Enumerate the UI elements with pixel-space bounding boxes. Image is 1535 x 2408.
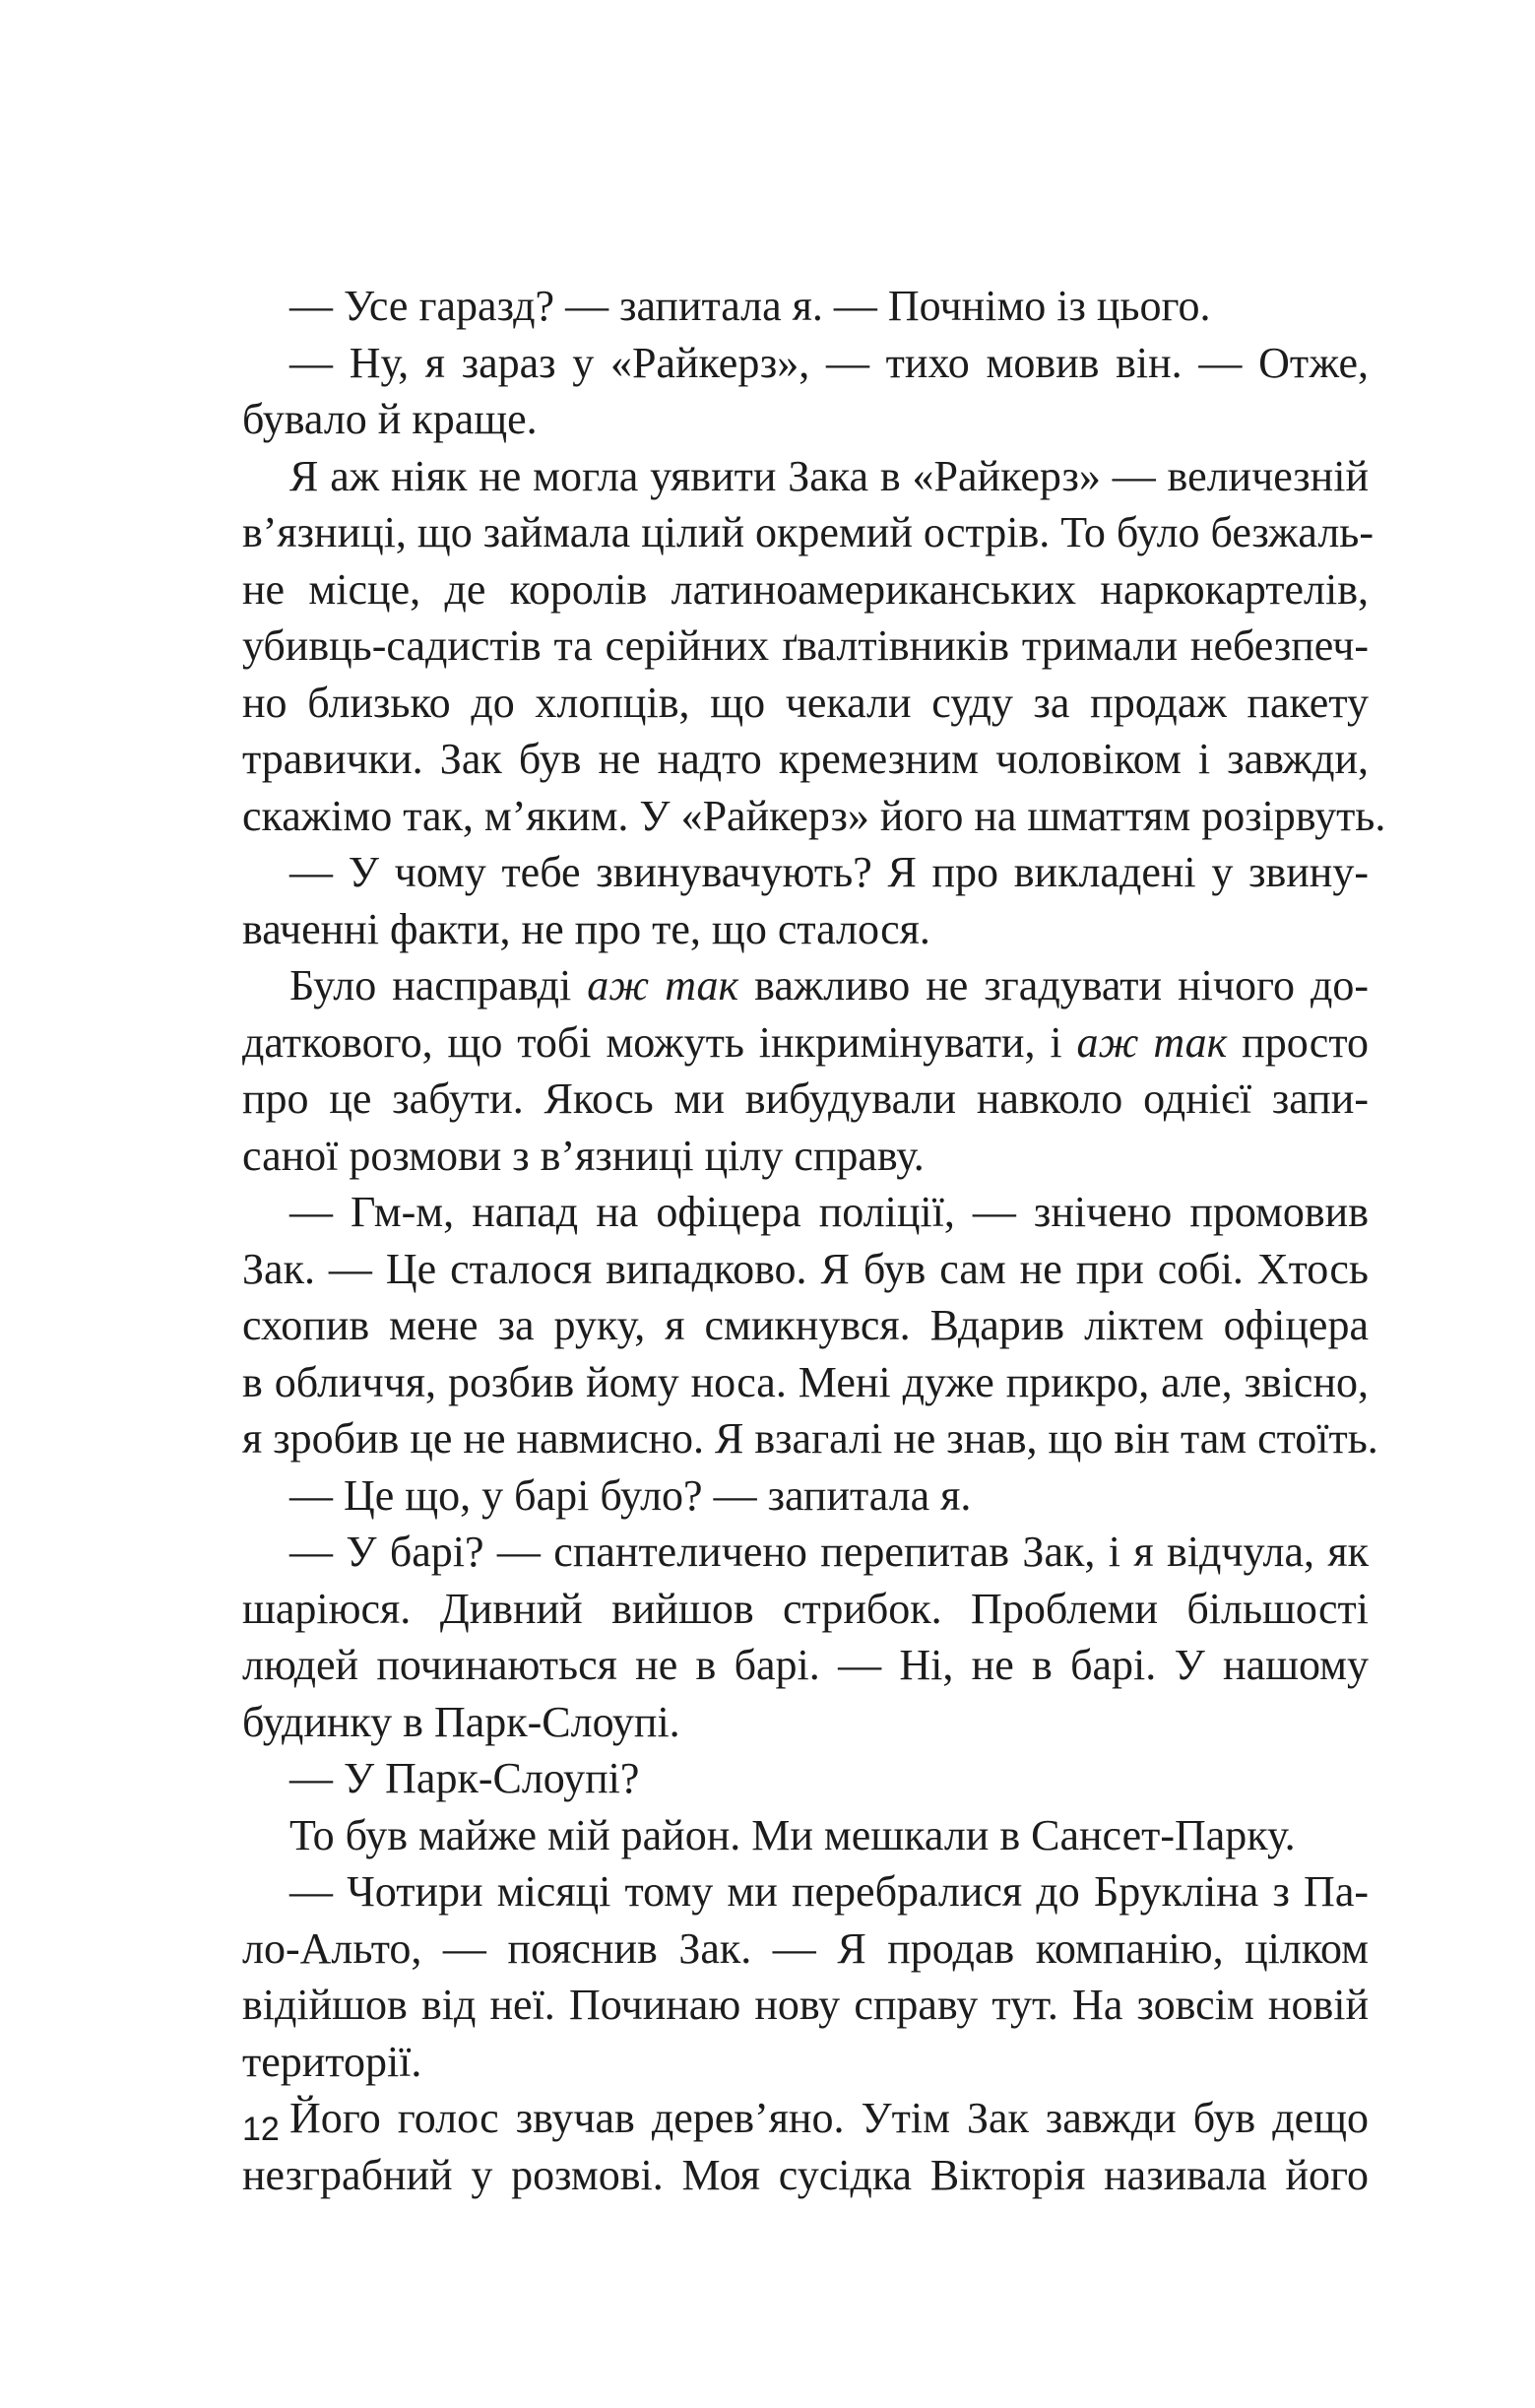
text-line: То був майже мій район. Ми мешкали в Сансет-Парку. (289, 1810, 1296, 1859)
page-number: 12 (242, 2111, 280, 2148)
text-line: но близько до хлопців, що чекали суду за продаж пакету (242, 678, 1369, 727)
text-line: бувало й краще. (242, 395, 538, 443)
text-line: будинку в Парк-Слоупі. (242, 1697, 680, 1746)
text-line: ваченні факти, не про те, що сталося. (242, 904, 930, 953)
text-line: Зак. — Це сталося випадково. Я був сам не при собі. Хтось (242, 1244, 1369, 1293)
text-line: саної розмови з в’язниці цілу справу. (242, 1131, 925, 1180)
text-line: — Чотири місяці тому ми перебралися до Брукліна з Па- (289, 1867, 1369, 1916)
text-line: людей починаються не в барі. — Ні, не в барі. У нашому (242, 1641, 1369, 1689)
body-text (242, 278, 1386, 2203)
text-line: — Це що, у барі було? — запитала я. (289, 1470, 972, 1520)
text-line: Було насправді аж так важливо не згадувати нічого до- (289, 961, 1370, 1009)
text-line: Я аж ніяк не могла уявити Зака в «Райкерз» — величезній (289, 451, 1369, 500)
text-line: скажімо так, м’яким. У «Райкерз» його на шматтям розірвуть. (242, 791, 1386, 840)
text-line: — Гм-м, напад на офіцера поліції, — знічено промовив (289, 1188, 1369, 1236)
text-line: я зробив це не навмисно. Я взагалі не знав, що він там стоїть. (242, 1414, 1378, 1463)
text-line: ло-Альто, — пояснив Зак. — Я продав компанію, цілком (242, 1923, 1369, 1973)
text-line: в’язниці, що займала цілий окремий острів. То було безжаль- (242, 508, 1375, 556)
text-line: Його голос звучав дерев’яно. Утім Зак завжди був дещо (289, 2094, 1369, 2142)
text-line: — Усе гаразд? — запитала я. — Почнімо із цього. (289, 282, 1211, 330)
text-line: не місце, де королів латиноамериканських наркокартелів, (242, 564, 1369, 614)
text-line: території. (242, 2037, 422, 2086)
text-line: незграбний у розмові. Моя сусідка Вікторія називала його (242, 2150, 1369, 2199)
text-line: про це забути. Якось ми вибудували навколо однієї запи- (242, 1074, 1369, 1123)
text-line: в обличчя, розбив йому носа. Мені дуже прикро, але, звісно, (242, 1357, 1369, 1406)
text-line: схопив мене за руку, я смикнувся. Вдарив ліктем офіцера (242, 1301, 1369, 1349)
text-line: убивць-садистів та серійних ґвалтівників тримали небезпеч- (242, 621, 1369, 670)
text-line: — У Парк-Слоупі? (289, 1754, 640, 1802)
text-line: — У чому тебе звинувачують? Я про викладені у звину- (289, 848, 1369, 896)
text-line: шаріюся. Дивний вийшов стрибок. Проблеми більшості (242, 1584, 1369, 1633)
text-line: травички. Зак був не надто кремезним чоловіком і завжди, (242, 735, 1369, 783)
text-line: відійшов від неї. Починаю нову справу тут. На зовсім новій (242, 1981, 1369, 2029)
text-line: — Ну, я зараз у «Райкерз», — тихо мовив він. — Отже, (289, 338, 1369, 387)
text-line: даткового, що тобі можуть інкримінувати, і аж так просто (242, 1017, 1369, 1067)
text-line: — У барі? — спантеличено перепитав Зак, і я відчула, як (289, 1528, 1369, 1576)
